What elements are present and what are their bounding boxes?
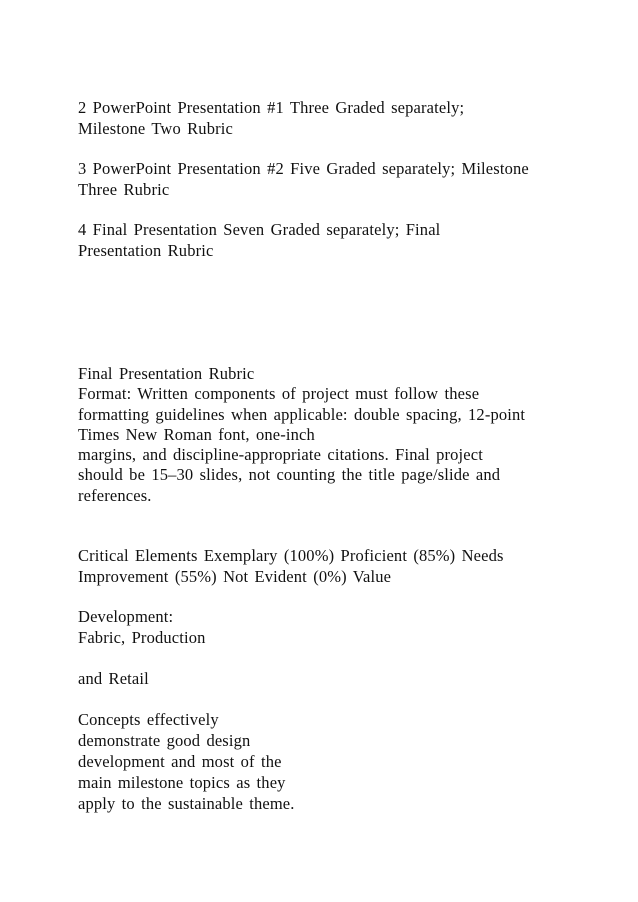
rubric-format-line-2: formatting guidelines when applicable: double spacing, 12-point <box>78 405 526 424</box>
exemplary-description-line-4: main milestone topics as they <box>78 773 286 792</box>
schedule-row-2-line-1: 2 PowerPoint Presentation #1 Three Graded separately; <box>78 98 465 117</box>
rubric-title: Final Presentation Rubric <box>78 364 255 383</box>
rubric-format-line-5: should be 15–30 slides, not counting the title page/slide and <box>78 465 501 484</box>
criterion-development-label: Development: <box>78 607 174 626</box>
rubric-format-line-3: Times New Roman font, one-inch <box>78 425 315 444</box>
rubric-table-header-line-2: Improvement (55%) Not Evident (0%) Value <box>78 567 392 586</box>
rubric-format-line-4: margins, and discipline-appropriate citations. Final project <box>78 445 483 464</box>
rubric-format-line-6: references. <box>78 486 152 505</box>
exemplary-description-line-2: demonstrate good design <box>78 731 251 750</box>
exemplary-description-line-3: development and most of the <box>78 752 282 771</box>
schedule-row-4-line-2: Presentation Rubric <box>78 241 214 260</box>
exemplary-description-line-1: Concepts effectively <box>78 710 219 729</box>
schedule-row-3-line-2: Three Rubric <box>78 180 170 199</box>
criterion-development-subject: Fabric, Production <box>78 628 206 647</box>
criterion-development-retail: and Retail <box>78 669 149 688</box>
exemplary-description-line-5: apply to the sustainable theme. <box>78 794 295 813</box>
schedule-row-4-line-1: 4 Final Presentation Seven Graded separately; Final <box>78 220 441 239</box>
schedule-row-2-line-2: Milestone Two Rubric <box>78 119 233 138</box>
rubric-table-header-line-1: Critical Elements Exemplary (100%) Proficient (85%) Needs <box>78 546 504 565</box>
schedule-row-3-line-1: 3 PowerPoint Presentation #2 Five Graded separately; Milestone <box>78 159 529 178</box>
rubric-format-line-1: Format: Written components of project must follow these <box>78 384 480 403</box>
